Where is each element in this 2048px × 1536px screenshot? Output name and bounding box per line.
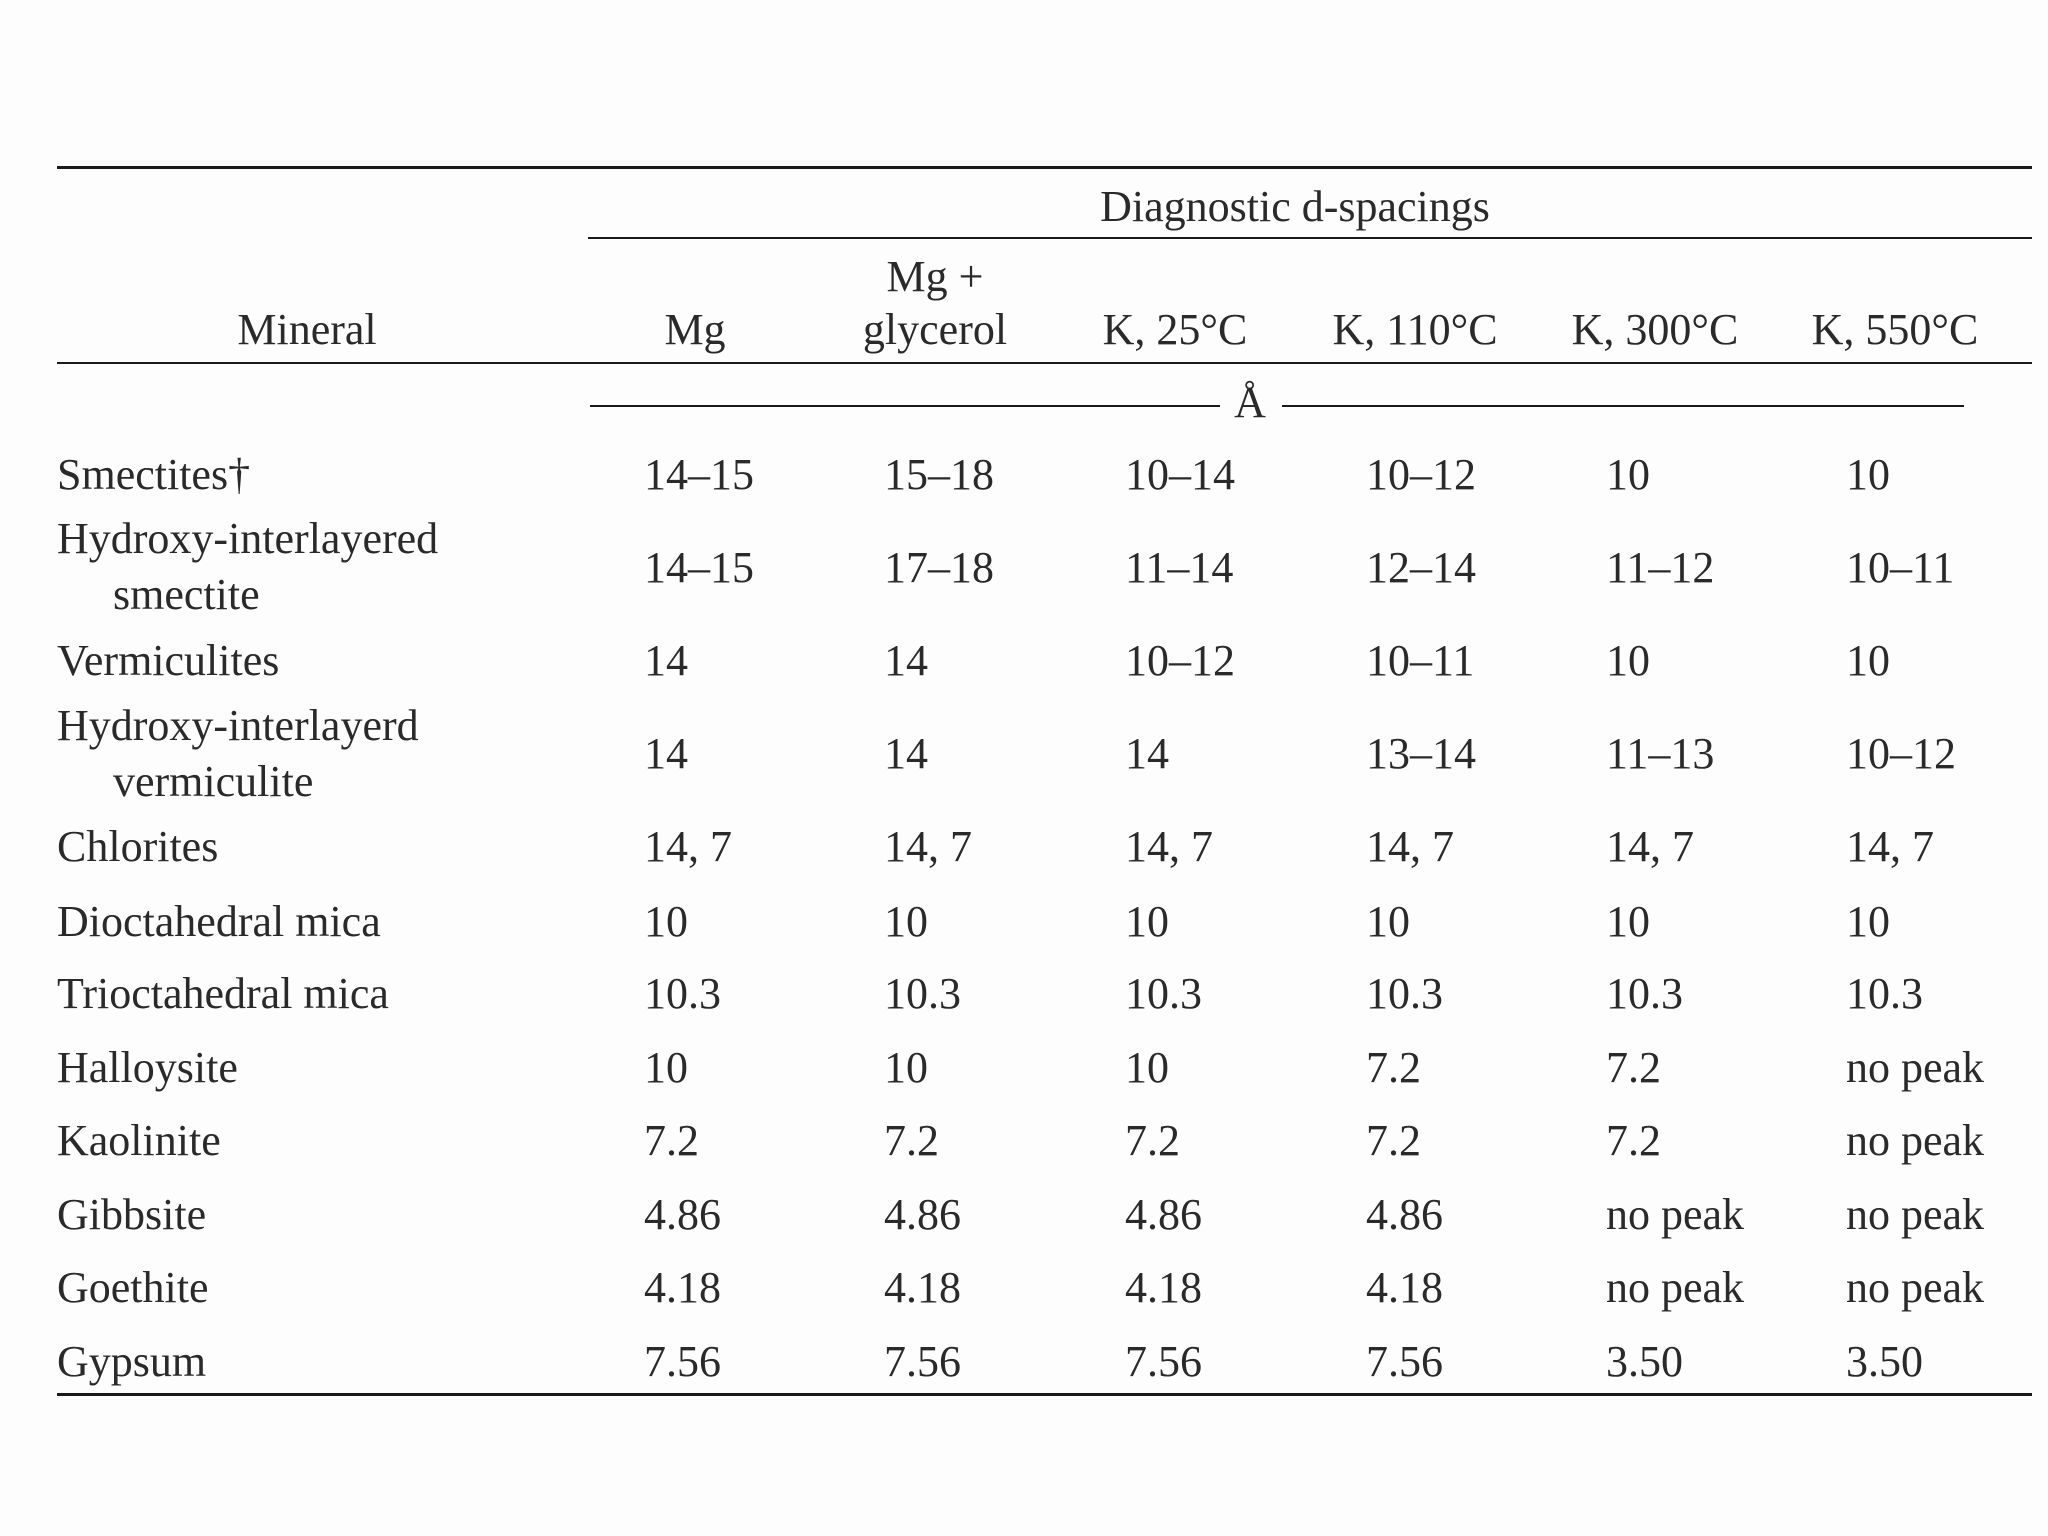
table-cell: 3.50 bbox=[1606, 1337, 1683, 1386]
table-cell: 10–12 bbox=[1846, 729, 1956, 778]
row-label bbox=[57, 633, 279, 689]
table-cell: 7.56 bbox=[1366, 1337, 1443, 1386]
table-cell: 7.2 bbox=[1125, 1116, 1180, 1165]
table-cell: 10.3 bbox=[1125, 969, 1202, 1018]
table-cell: no peak bbox=[1606, 1263, 1745, 1312]
row-label bbox=[57, 1187, 206, 1243]
table-cell: 3.50 bbox=[1846, 1337, 1923, 1386]
row-label-line1: Hydroxy-interlayerd bbox=[57, 701, 419, 750]
row-label-line1: Chlorites bbox=[57, 822, 219, 871]
row-label-line1: Dioctahedral mica bbox=[57, 897, 381, 946]
row-label-line1: Smectites† bbox=[57, 450, 251, 499]
row-label bbox=[57, 1334, 206, 1390]
row-label bbox=[57, 819, 218, 875]
column-header-mg: Mg bbox=[664, 305, 726, 354]
table-cell: 4.18 bbox=[884, 1263, 961, 1312]
row-label bbox=[57, 698, 419, 810]
table-cell: 4.18 bbox=[1125, 1263, 1202, 1312]
table-cell: 7.56 bbox=[644, 1337, 721, 1386]
row-label-line1: Gibbsite bbox=[57, 1190, 207, 1239]
table-cell: 13–14 bbox=[1366, 729, 1476, 778]
table-cell: 4.86 bbox=[1125, 1190, 1202, 1239]
table-cell: no peak bbox=[1606, 1190, 1745, 1239]
table-cell: 10 bbox=[1606, 897, 1650, 946]
table-cell: 10 bbox=[1125, 1043, 1169, 1092]
row-label-line1: Kaolinite bbox=[57, 1116, 221, 1165]
group-header-rule bbox=[588, 237, 2032, 239]
table-cell: 14 bbox=[884, 636, 928, 685]
table-cell: 10.3 bbox=[1366, 969, 1443, 1018]
table-cell: 11–12 bbox=[1606, 543, 1715, 592]
column-header-rule bbox=[57, 362, 2032, 364]
unit-rule-right bbox=[1282, 405, 1964, 407]
table-cell: 10–12 bbox=[1125, 636, 1235, 685]
row-label-line1: Gypsum bbox=[57, 1337, 207, 1386]
table-cell: 14, 7 bbox=[1366, 822, 1454, 871]
table-cell: 7.2 bbox=[1606, 1116, 1661, 1165]
table-cell: 10 bbox=[1846, 897, 1890, 946]
table-cell: no peak bbox=[1846, 1116, 1985, 1165]
table-cell: 7.56 bbox=[884, 1337, 961, 1386]
table-cell: 10 bbox=[1125, 897, 1169, 946]
table-cell: 14 bbox=[644, 729, 688, 778]
table-cell: 14 bbox=[1125, 729, 1169, 778]
row-label-line2: smectite bbox=[113, 570, 260, 619]
table-cell: 4.18 bbox=[644, 1263, 721, 1312]
table-cell: 10.3 bbox=[1846, 969, 1923, 1018]
table-cell: no peak bbox=[1846, 1043, 1985, 1092]
table-bottom-rule bbox=[57, 1393, 2032, 1396]
row-label bbox=[57, 1040, 238, 1096]
table-cell: 14 bbox=[884, 729, 928, 778]
row-label-line2: vermiculite bbox=[113, 757, 314, 806]
row-label bbox=[57, 966, 389, 1022]
table-cell: 10 bbox=[1366, 897, 1410, 946]
table-cell: 17–18 bbox=[884, 543, 994, 592]
table-cell: 7.2 bbox=[1366, 1116, 1421, 1165]
table-cell: 14, 7 bbox=[644, 822, 732, 871]
table-cell: 10–11 bbox=[1366, 636, 1475, 685]
table-cell: 10–11 bbox=[1846, 543, 1955, 592]
unit-label: Å bbox=[1234, 378, 1266, 427]
table-cell: 10 bbox=[1846, 450, 1890, 499]
table-cell: 10 bbox=[644, 897, 688, 946]
table-cell: 4.86 bbox=[884, 1190, 961, 1239]
table-cell: 10 bbox=[884, 897, 928, 946]
table-cell: 4.86 bbox=[644, 1190, 721, 1239]
table-cell: 11–13 bbox=[1606, 729, 1715, 778]
table-cell: 7.2 bbox=[644, 1116, 699, 1165]
column-header-k-25: K, 25°C bbox=[1102, 305, 1248, 354]
table-cell: 14, 7 bbox=[884, 822, 972, 871]
table-cell: 11–14 bbox=[1125, 543, 1234, 592]
column-header-mg-glycerol-line2: glycerol bbox=[862, 305, 1008, 354]
column-header-k-550: K, 550°C bbox=[1811, 305, 1979, 354]
row-label-line1: Hydroxy-interlayered bbox=[57, 514, 439, 563]
table-cell: 12–14 bbox=[1366, 543, 1476, 592]
table-cell: 10 bbox=[1846, 636, 1890, 685]
table-top-rule bbox=[57, 166, 2032, 169]
table-cell: 10.3 bbox=[1606, 969, 1683, 1018]
table-cell: 14–15 bbox=[644, 450, 754, 499]
table-cell: 10 bbox=[884, 1043, 928, 1092]
table-cell: 14, 7 bbox=[1846, 822, 1934, 871]
table-cell: 15–18 bbox=[884, 450, 994, 499]
table-cell: 14, 7 bbox=[1125, 822, 1213, 871]
table-cell: 7.56 bbox=[1125, 1337, 1202, 1386]
group-header: Diagnostic d-spacings bbox=[1100, 182, 1490, 231]
table-cell: 10 bbox=[644, 1043, 688, 1092]
column-header-mineral: Mineral bbox=[237, 305, 377, 354]
row-label bbox=[57, 1260, 209, 1316]
row-label-line1: Vermiculites bbox=[57, 636, 280, 685]
table-cell: 10.3 bbox=[884, 969, 961, 1018]
table-cell: 7.2 bbox=[884, 1116, 939, 1165]
table-cell: 14 bbox=[644, 636, 688, 685]
table-cell: 10 bbox=[1606, 636, 1650, 685]
table-cell: 4.18 bbox=[1366, 1263, 1443, 1312]
table-cell: 14–15 bbox=[644, 543, 754, 592]
table-cell: 14, 7 bbox=[1606, 822, 1694, 871]
row-label bbox=[57, 894, 381, 950]
column-header-mg-glycerol-line1: Mg + bbox=[886, 252, 984, 301]
table-cell: no peak bbox=[1846, 1263, 1985, 1312]
row-label bbox=[57, 1113, 221, 1169]
table-cell: 7.2 bbox=[1366, 1043, 1421, 1092]
table-cell: 10.3 bbox=[644, 969, 721, 1018]
row-label-line1: Trioctahedral mica bbox=[57, 969, 389, 1018]
row-label bbox=[57, 447, 250, 503]
row-label-line1: Goethite bbox=[57, 1263, 209, 1312]
table-cell: 10–12 bbox=[1366, 450, 1476, 499]
row-label-line1: Halloysite bbox=[57, 1043, 238, 1092]
column-header-k-110: K, 110°C bbox=[1332, 305, 1498, 354]
table-cell: 10 bbox=[1606, 450, 1650, 499]
unit-rule-left bbox=[590, 405, 1220, 407]
table-cell: 4.86 bbox=[1366, 1190, 1443, 1239]
column-header-k-300: K, 300°C bbox=[1571, 305, 1739, 354]
table-cell: 7.2 bbox=[1606, 1043, 1661, 1092]
row-label bbox=[57, 511, 438, 623]
table-cell: 10–14 bbox=[1125, 450, 1235, 499]
table-cell: no peak bbox=[1846, 1190, 1985, 1239]
